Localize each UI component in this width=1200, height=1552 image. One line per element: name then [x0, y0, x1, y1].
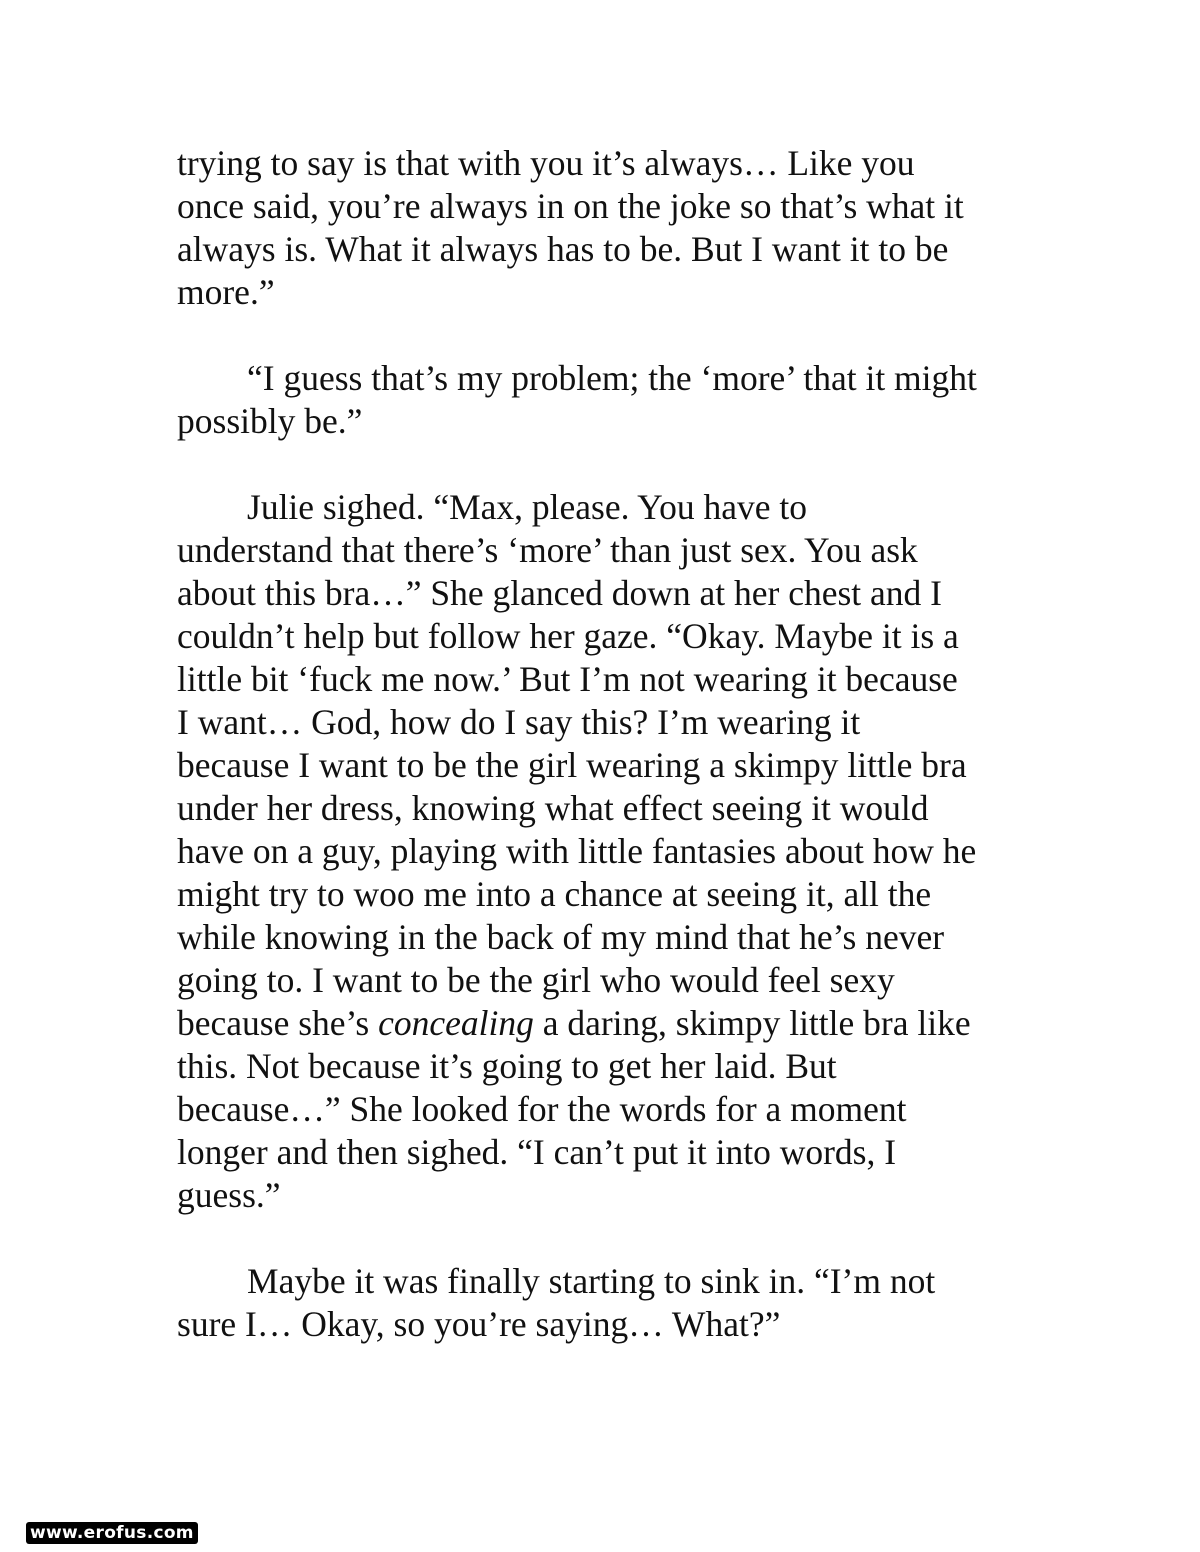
site-watermark: www.erofus.com	[26, 1522, 198, 1544]
text-line: about this bra…” She glanced down at her chest and I	[177, 573, 942, 613]
text-line: because I want to be the girl wearing a skimpy little bra	[177, 745, 967, 785]
text-line: always is. What it always has to be. But I want it to be	[177, 229, 949, 269]
text-line: couldn’t help but follow her gaze. “Okay. Maybe it is a	[177, 616, 959, 656]
text-line: trying to say is that with you it’s always… Like you	[177, 143, 915, 183]
text-segment: a daring, skimpy little bra like	[533, 1003, 971, 1043]
body-text	[177, 142, 1037, 1389]
text-line: guess.”	[177, 1175, 281, 1215]
text-line: sure I… Okay, so you’re saying… What?”	[177, 1304, 781, 1344]
text-line: once said, you’re always in on the joke so that’s what it	[177, 186, 964, 226]
text-line: understand that there’s ‘more’ than just sex. You ask	[177, 530, 918, 570]
emphasized-word: concealing	[378, 1003, 534, 1043]
text-line: I want… God, how do I say this? I’m wearing it	[177, 702, 861, 742]
text-line: Julie sighed. “Max, please. You have to	[247, 487, 808, 527]
text-line: under her dress, knowing what effect seeing it would	[177, 788, 929, 828]
text-line: might try to woo me into a chance at seeing it, all the	[177, 874, 932, 914]
text-line: “I guess that’s my problem; the ‘more’ that it might	[247, 358, 977, 398]
text-line: while knowing in the back of my mind that he’s never	[177, 917, 945, 957]
paragraph-4	[177, 1260, 1037, 1346]
text-line: little bit ‘fuck me now.’ But I’m not wearing it because	[177, 659, 958, 699]
paragraph-3	[177, 486, 1037, 1217]
text-line: have on a guy, playing with little fantasies about how he	[177, 831, 977, 871]
text-line: this. Not because it’s going to get her laid. But	[177, 1046, 837, 1086]
text-line-with-emphasis	[177, 1002, 1037, 1045]
text-segment: because she’s	[177, 1003, 379, 1043]
text-line: going to. I want to be the girl who would feel sexy	[177, 960, 895, 1000]
text-line: possibly be.”	[177, 401, 363, 441]
paragraph-2	[177, 357, 1037, 443]
text-line: Maybe it was finally starting to sink in. “I’m not	[247, 1261, 936, 1301]
paragraph-1	[177, 142, 1037, 314]
text-line: because…” She looked for the words for a moment	[177, 1089, 907, 1129]
text-line: longer and then sighed. “I can’t put it into words, I	[177, 1132, 897, 1172]
text-line: more.”	[177, 272, 275, 312]
